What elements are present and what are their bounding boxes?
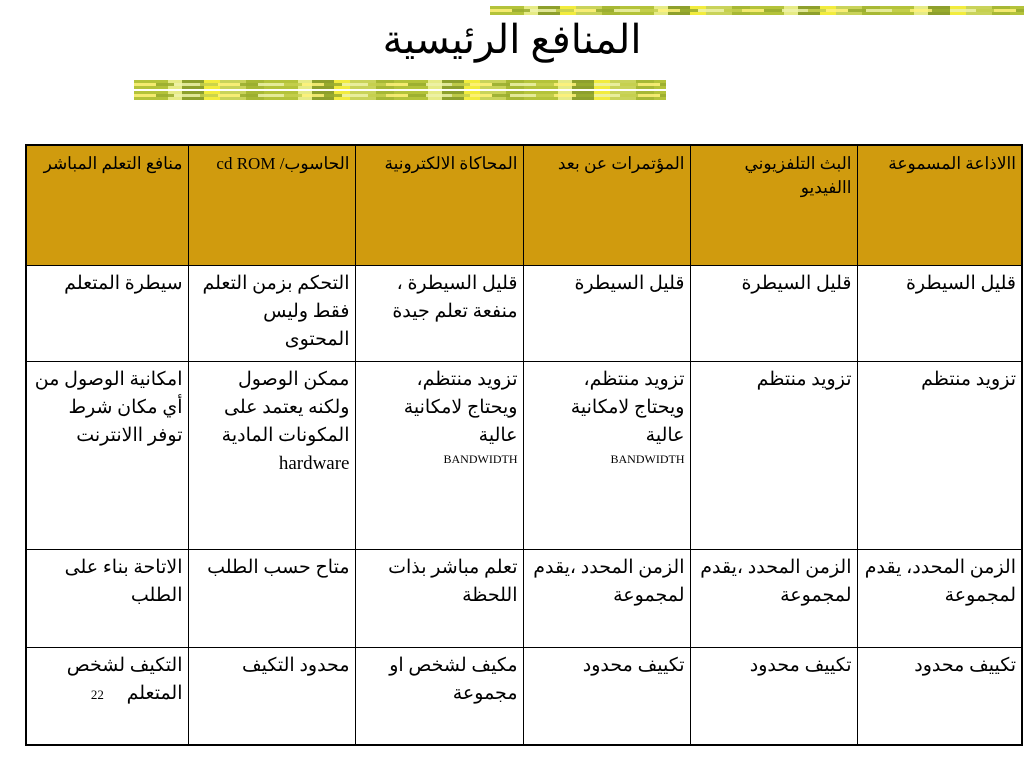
table-row [26,549,1022,647]
decorative-bar-under-title-1 [134,80,666,89]
table-cell-text: تزويد منتظم، ويحتاج لامكانية عالية [570,369,685,447]
header-cell-computer-cdrom: الحاسوب/ cd ROM [188,145,355,265]
table-cell: الاتاحة بناء على الطلب [26,549,188,647]
table-cell-text: تزويد منتظم، ويحتاج لامكانية عالية [403,369,518,447]
table-cell: سيطرة المتعلم [26,265,188,362]
header-cell-audio-broadcast: االاذاعة المسموعة [857,145,1022,265]
table-header-row [26,145,1022,265]
table-cell: متاح حسب الطلب [188,549,355,647]
decorative-bar-under-title-2 [134,91,666,100]
table-row [26,647,1022,745]
table-cell: الزمن المحدد، يقدم لمجموعة [857,549,1022,647]
header-cell-direct-learning: منافع التعلم المباشر [26,145,188,265]
table-cell: قليل السيطرة ، منفعة تعلم جيدة [355,265,523,362]
table-cell: الزمن المحدد ،يقدم لمجموعة [690,549,857,647]
header-cell-tv-video: البث التلفزيوني االفيديو [690,145,857,265]
table-cell: تكييف محدود [690,647,857,745]
bandwidth-label: BANDWIDTH [443,452,518,467]
table-cell: محدود التكيف [188,647,355,745]
page-number: 22 [90,686,104,702]
table-cell: تزويد منتظم [857,362,1022,549]
decorative-bar-top-right [490,6,1024,15]
table-cell: تكييف محدود [523,647,690,745]
table-cell: مكيف لشخص او مجموعة [355,647,523,745]
table-cell: تعلم مباشر بذات اللحظة [355,549,523,647]
table-cell [26,647,188,745]
header-cell-simulation: المحاكاة الالكترونية [355,145,523,265]
hardware-label: hardware [278,453,350,475]
bandwidth-label: BANDWIDTH [610,452,685,467]
table-cell: الزمن المحدد ،يقدم لمجموعة [523,549,690,647]
table-row [26,265,1022,362]
table-cell [188,362,355,549]
table-cell: التحكم بزمن التعلم فقط وليس المحتوى [188,265,355,362]
table-cell: تزويد منتظم [690,362,857,549]
table-cell-text: التكيف لشخص المتعلم [66,654,183,704]
benefits-table [25,144,1023,746]
header-cell-teleconference: المؤتمرات عن بعد [523,145,690,265]
table-cell [355,362,523,549]
table-cell: قليل السيطرة [857,265,1022,362]
table-cell: امكانية الوصول من أي مكان شرط توفر االانترنت [26,362,188,549]
table-cell-text: ممكن الوصول ولكنه يعتمد على المكونات المادية [221,369,350,447]
page-title: المنافع الرئيسية [382,17,642,62]
table-cell: قليل السيطرة [690,265,857,362]
table-cell: قليل السيطرة [523,265,690,362]
table-row [26,362,1022,549]
table-cell [523,362,690,549]
table-cell: تكييف محدود [857,647,1022,745]
